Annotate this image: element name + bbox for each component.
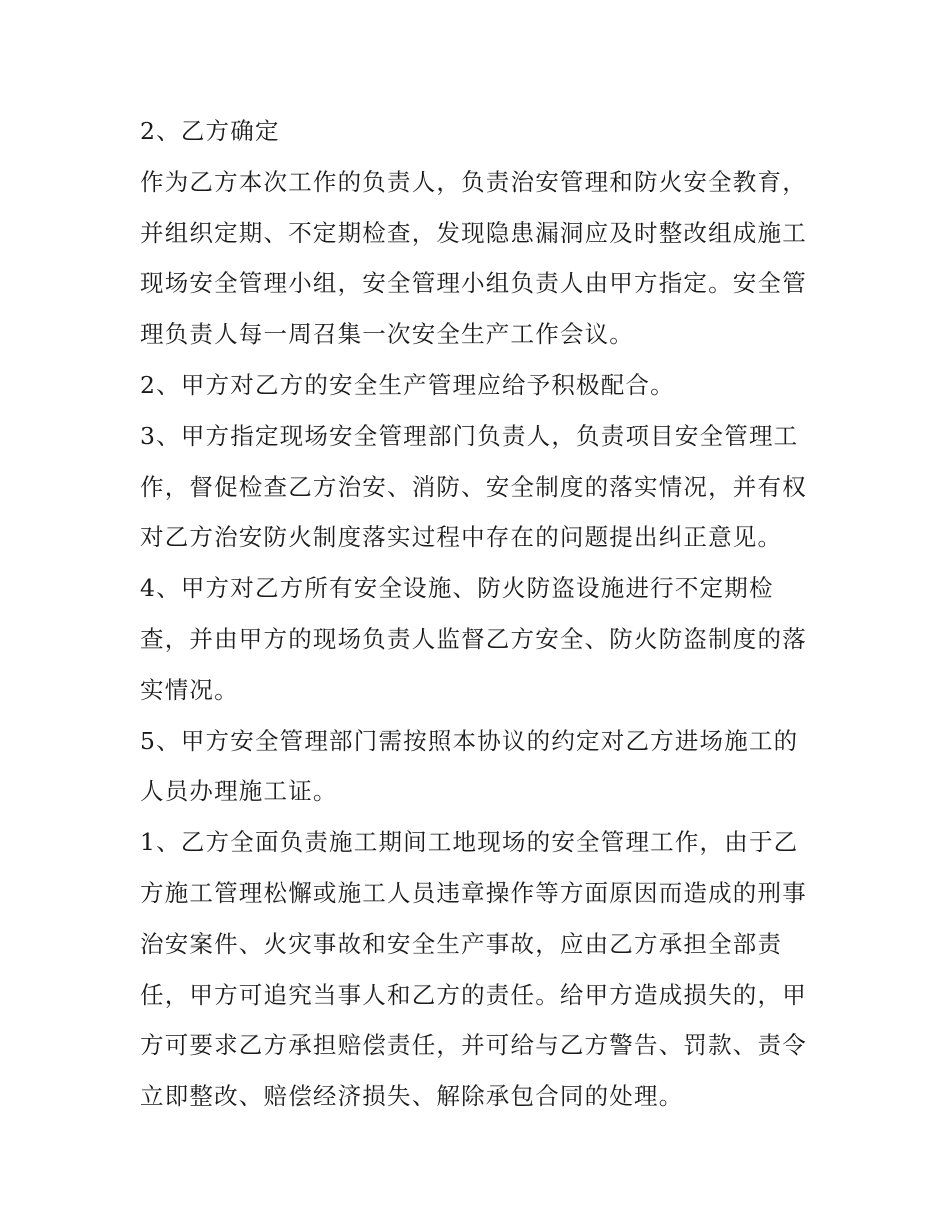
text-line: 并组织定期、不定期检查，发现隐患漏洞应及时整改组成施工 (140, 218, 807, 247)
text-line: 方施工管理松懈或施工人员违章操作等方面原因而造成的刑事 (140, 878, 807, 907)
text-line: 3、甲方指定现场安全管理部门负责人，负责项目安全管理工 (140, 421, 799, 450)
text-line: 对乙方治安防火制度落实过程中存在的问题提出纠正意见。 (140, 523, 783, 552)
text-line: 2、甲方对乙方的安全生产管理应给予积极配合。 (140, 370, 675, 399)
text-line: 人员办理施工证。 (140, 777, 338, 806)
text-line: 现场安全管理小组，安全管理小组负责人由甲方指定。安全管 (140, 269, 807, 298)
text-line: 查，并由甲方的现场负责人监督乙方安全、防火防盗制度的落 (140, 624, 807, 653)
text-line: 4、甲方对乙方所有安全设施、防火防盗设施进行不定期检 (140, 574, 774, 603)
text-line: 实情况。 (140, 675, 239, 704)
text-line: 任，甲方可追究当事人和乙方的责任。给甲方造成损失的，甲 (140, 980, 807, 1009)
text-line: 作为乙方本次工作的负责人，负责治安管理和防火安全教育， (140, 167, 807, 196)
text-line: 治安案件、火灾事故和安全生产事故，应由乙方承担全部责 (140, 929, 783, 958)
text-line: 理负责人每一周召集一次安全生产工作会议。 (140, 320, 634, 349)
text-line: 方可要求乙方承担赔偿责任，并可给与乙方警告、罚款、责令 (140, 1031, 807, 1060)
text-line: 1、乙方全面负责施工期间工地现场的安全管理工作，由于乙 (140, 828, 799, 857)
document-body (140, 106, 820, 1122)
text-line: 立即整改、赔偿经济损失、解除承包合同的处理。 (140, 1082, 684, 1111)
text-line: 作，督促检查乙方治安、消防、安全制度的落实情况，并有权 (140, 472, 807, 501)
text-line: 2、乙方确定 (140, 117, 280, 145)
text-line: 5、甲方安全管理部门需按照本协议的约定对乙方进场施工的 (140, 726, 799, 755)
